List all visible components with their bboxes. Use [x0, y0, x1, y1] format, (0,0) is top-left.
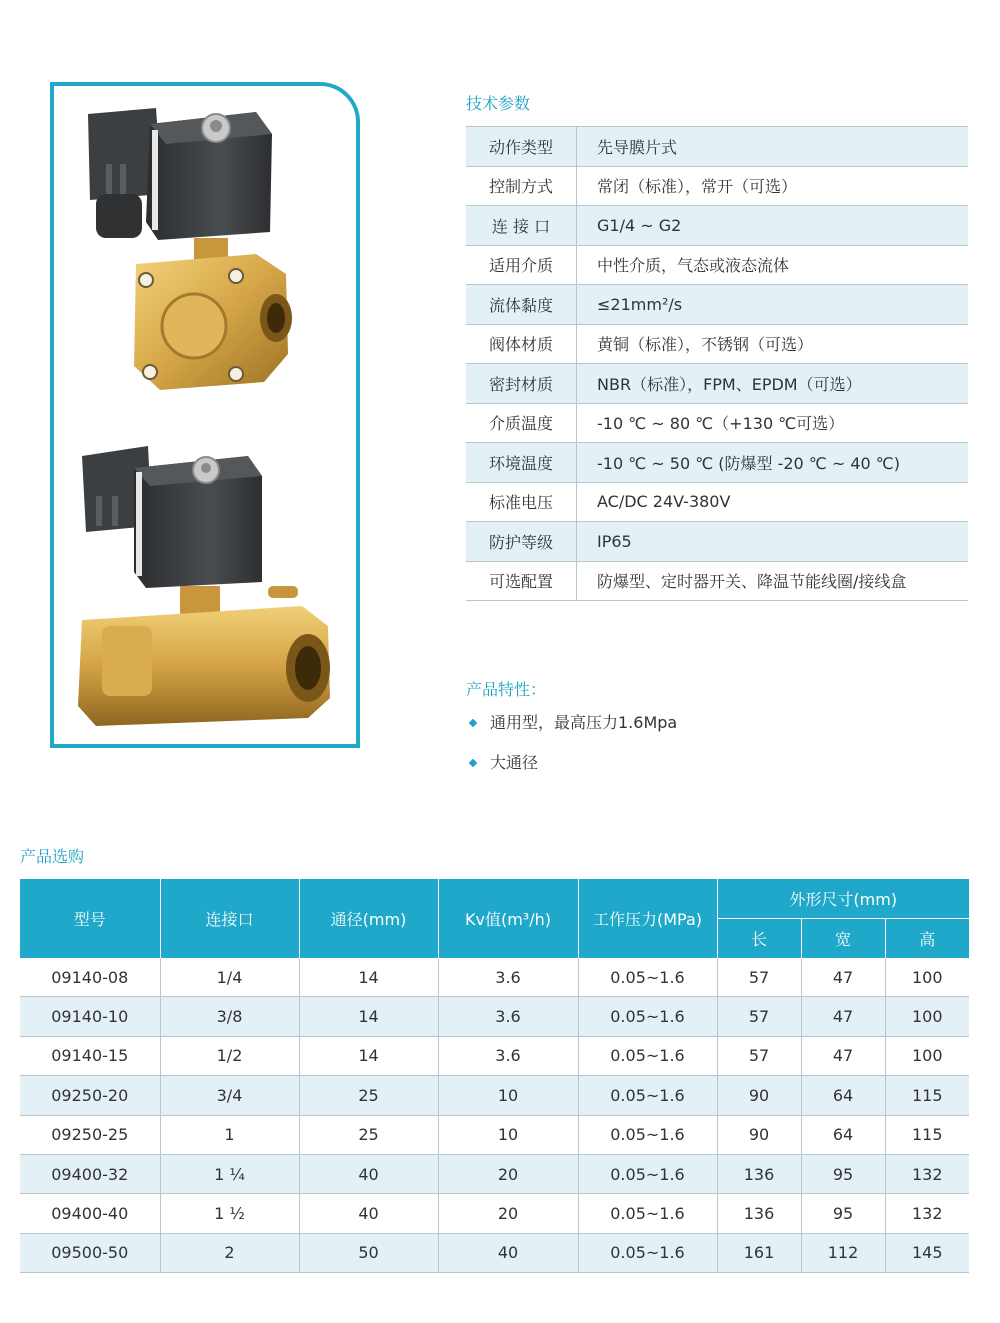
header-model: 型号 [20, 879, 160, 958]
table-row [20, 958, 969, 997]
spec-key: 控制方式 [466, 166, 577, 206]
spec-row [466, 206, 968, 246]
spec-row [466, 324, 968, 364]
cell-pressure: 0.05~1.6 [578, 1036, 717, 1075]
cell-width: 95 [801, 1194, 885, 1233]
spec-value: 黄铜（标准），不锈钢（可选） [577, 324, 969, 364]
feature-item [466, 710, 677, 733]
spec-key: 连 接 口 [466, 206, 577, 246]
cell-kv: 20 [438, 1154, 578, 1193]
cell-length: 90 [717, 1115, 801, 1154]
cell-bore: 25 [299, 1115, 438, 1154]
cell-pressure: 0.05~1.6 [578, 997, 717, 1036]
cell-width: 64 [801, 1076, 885, 1115]
cell-port: 1/2 [160, 1036, 299, 1075]
spec-value: AC/DC 24V-380V [577, 482, 969, 522]
header-width: 宽 [801, 919, 885, 959]
cell-model: 09140-15 [20, 1036, 160, 1075]
features-section-title: 产品特性： [466, 680, 547, 699]
spec-value: 防爆型、定时器开关、降温节能线圈/接线盒 [577, 561, 969, 601]
spec-row [466, 245, 968, 285]
spec-value: 常闭（标准），常开（可选） [577, 166, 969, 206]
selection-section-title: 产品选购 [20, 847, 85, 866]
table-row [20, 1154, 969, 1193]
table-row [20, 1194, 969, 1233]
spec-value: -10 ℃ ~ 50 ℃ (防爆型 -20 ℃ ~ 40 ℃) [577, 443, 969, 483]
cell-length: 136 [717, 1154, 801, 1193]
cell-model: 09250-25 [20, 1115, 160, 1154]
spec-key: 适用介质 [466, 245, 577, 285]
cell-kv: 20 [438, 1194, 578, 1233]
spec-table [466, 126, 968, 601]
spec-row [466, 127, 968, 167]
cell-height: 100 [885, 1036, 969, 1075]
table-row [20, 1233, 969, 1272]
cell-kv: 40 [438, 1233, 578, 1272]
cell-pressure: 0.05~1.6 [578, 1233, 717, 1272]
cell-width: 47 [801, 958, 885, 997]
cell-height: 115 [885, 1115, 969, 1154]
cell-model: 09140-08 [20, 958, 160, 997]
cell-model: 09500-50 [20, 1233, 160, 1272]
header-length: 长 [717, 919, 801, 959]
header-pressure: 工作压力(MPa) [578, 879, 717, 958]
spec-key: 可选配置 [466, 561, 577, 601]
spec-row [466, 285, 968, 325]
header-height: 高 [885, 919, 969, 959]
cell-bore: 14 [299, 997, 438, 1036]
cell-bore: 14 [299, 1036, 438, 1075]
spec-key: 阀体材质 [466, 324, 577, 364]
spec-value: G1/4 ~ G2 [577, 206, 969, 246]
cell-length: 57 [717, 1036, 801, 1075]
feature-text: 大通径 [490, 753, 539, 772]
cell-height: 115 [885, 1076, 969, 1115]
spec-row [466, 403, 968, 443]
cell-model: 09140-10 [20, 997, 160, 1036]
cell-port: 3/8 [160, 997, 299, 1036]
bullet-diamond-icon [469, 719, 477, 727]
spec-key: 动作类型 [466, 127, 577, 167]
table-row [20, 1115, 969, 1154]
cell-width: 47 [801, 1036, 885, 1075]
selection-table [20, 879, 969, 1273]
cell-bore: 40 [299, 1194, 438, 1233]
cell-pressure: 0.05~1.6 [578, 1115, 717, 1154]
spec-value: 先导膜片式 [577, 127, 969, 167]
header-port: 连接口 [160, 879, 299, 958]
table-row [20, 1076, 969, 1115]
spec-key: 密封材质 [466, 364, 577, 404]
spec-row [466, 522, 968, 562]
spec-section-title: 技术参数 [466, 94, 531, 113]
cell-kv: 3.6 [438, 997, 578, 1036]
cell-kv: 10 [438, 1115, 578, 1154]
spec-row [466, 561, 968, 601]
cell-port: 1 [160, 1115, 299, 1154]
cell-port: 1 ½ [160, 1194, 299, 1233]
spec-row [466, 482, 968, 522]
feature-item [466, 750, 538, 773]
spec-key: 标准电压 [466, 482, 577, 522]
header-kv: Kv值(m³/h) [438, 879, 578, 958]
cell-bore: 50 [299, 1233, 438, 1272]
table-row [20, 997, 969, 1036]
header-bore: 通径(mm) [299, 879, 438, 958]
cell-bore: 25 [299, 1076, 438, 1115]
cell-pressure: 0.05~1.6 [578, 1154, 717, 1193]
cell-bore: 14 [299, 958, 438, 997]
cell-model: 09400-40 [20, 1194, 160, 1233]
cell-model: 09400-32 [20, 1154, 160, 1193]
cell-pressure: 0.05~1.6 [578, 958, 717, 997]
cell-length: 57 [717, 997, 801, 1036]
spec-value: ≤21mm²/s [577, 285, 969, 325]
spec-row [466, 364, 968, 404]
product-image-frame [50, 82, 360, 748]
spec-key: 防护等级 [466, 522, 577, 562]
feature-text: 通用型，最高压力1.6Mpa [490, 713, 678, 732]
cell-port: 1/4 [160, 958, 299, 997]
cell-width: 112 [801, 1233, 885, 1272]
cell-length: 136 [717, 1194, 801, 1233]
cell-kv: 3.6 [438, 958, 578, 997]
bullet-diamond-icon [469, 759, 477, 767]
spec-row [466, 443, 968, 483]
cell-height: 132 [885, 1154, 969, 1193]
cell-width: 95 [801, 1154, 885, 1193]
spec-value: IP65 [577, 522, 969, 562]
cell-pressure: 0.05~1.6 [578, 1076, 717, 1115]
cell-kv: 3.6 [438, 1036, 578, 1075]
cell-port: 2 [160, 1233, 299, 1272]
cell-length: 161 [717, 1233, 801, 1272]
header-dimensions: 外形尺寸(mm) [717, 879, 969, 919]
cell-length: 90 [717, 1076, 801, 1115]
spec-row [466, 166, 968, 206]
cell-height: 145 [885, 1233, 969, 1272]
spec-key: 环境温度 [466, 443, 577, 483]
cell-width: 64 [801, 1115, 885, 1154]
solenoid-valve-image-bottom [72, 436, 342, 726]
cell-width: 47 [801, 997, 885, 1036]
spec-key: 介质温度 [466, 403, 577, 443]
cell-port: 3/4 [160, 1076, 299, 1115]
spec-value: 中性介质，气态或液态流体 [577, 245, 969, 285]
solenoid-valve-image-top [76, 104, 336, 404]
table-row [20, 1036, 969, 1075]
spec-key: 流体黏度 [466, 285, 577, 325]
spec-value: NBR（标准），FPM、EPDM（可选） [577, 364, 969, 404]
cell-port: 1 ¼ [160, 1154, 299, 1193]
cell-height: 100 [885, 997, 969, 1036]
cell-model: 09250-20 [20, 1076, 160, 1115]
cell-height: 100 [885, 958, 969, 997]
cell-height: 132 [885, 1194, 969, 1233]
spec-value: -10 ℃ ~ 80 ℃（+130 ℃可选） [577, 403, 969, 443]
cell-kv: 10 [438, 1076, 578, 1115]
cell-length: 57 [717, 958, 801, 997]
cell-pressure: 0.05~1.6 [578, 1194, 717, 1233]
cell-bore: 40 [299, 1154, 438, 1193]
